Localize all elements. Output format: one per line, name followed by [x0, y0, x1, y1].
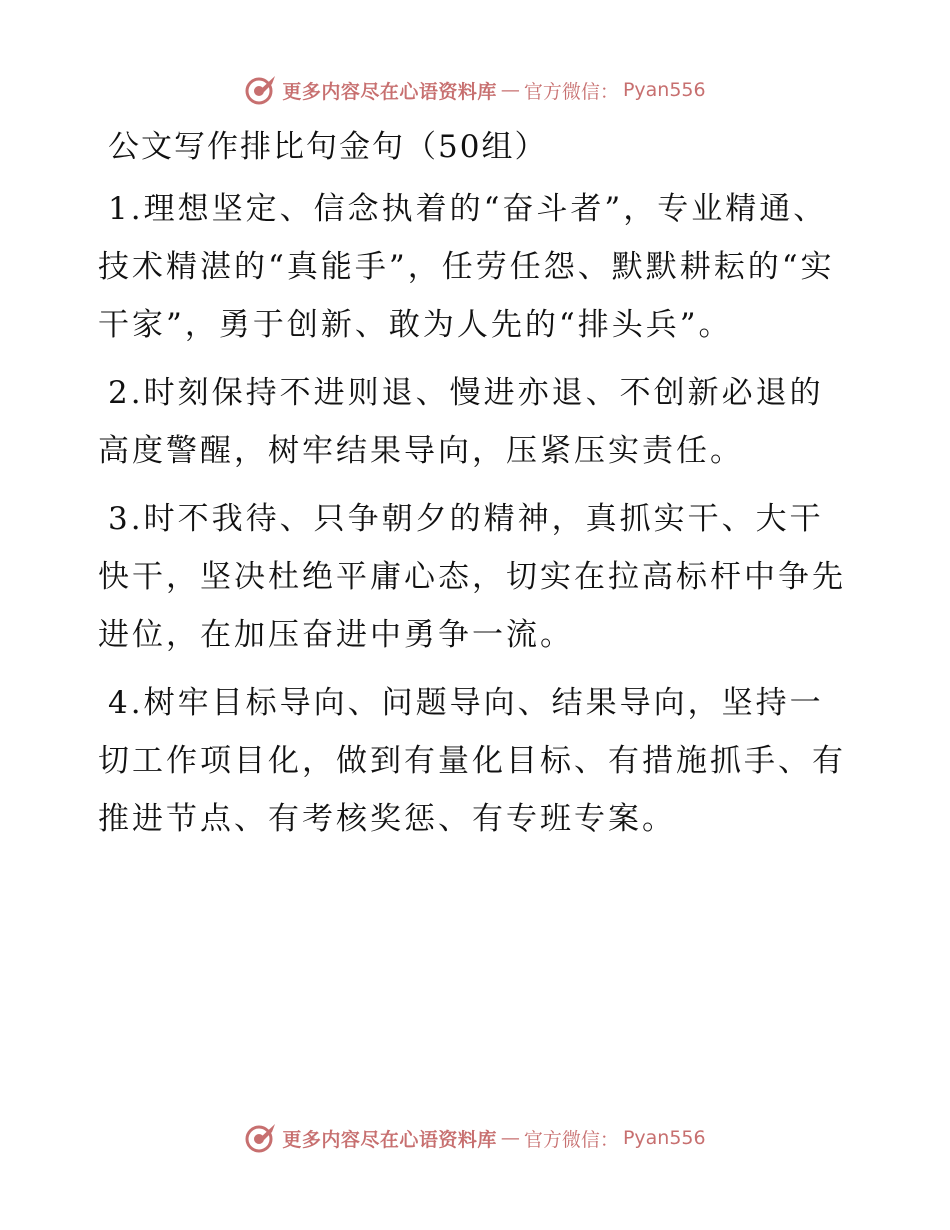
watermark-text: 更多内容尽在心语资料库: [282, 1128, 497, 1151]
quill-logo-icon: [244, 1121, 278, 1155]
paragraph: 3.时不我待、只争朝夕的精神，真抓实干、大干快干，坚决杜绝平庸心态，切实在拉高标杆中争先进位，在加压奋进中勇争一流。: [98, 501, 846, 653]
watermark-account-id: Pyan556: [622, 79, 706, 101]
header-watermark: [0, 70, 950, 110]
document-body: [98, 122, 854, 858]
watermark-dash: —: [500, 1127, 520, 1149]
paragraph: 4.树牢目标导向、问题导向、结果导向，坚持一切工作项目化，做到有量化目标、有措施抓手、有推进节点、有考核奖惩、有专班专案。: [98, 685, 846, 837]
footer-watermark: [0, 1118, 950, 1158]
watermark-text: 更多内容尽在心语资料库: [282, 80, 497, 103]
watermark-dash: —: [500, 79, 520, 101]
paragraph: 1.理想坚定、信念执着的“奋斗者”，专业精通、技术精湛的“真能手”，任劳任怨、默默耕耘的“实干家”，勇于创新、敢为人先的“排头兵”。: [98, 191, 835, 343]
watermark-account-label: 官方微信：: [523, 80, 619, 103]
watermark-account-id: Pyan556: [622, 1127, 706, 1149]
quill-logo-icon: [244, 73, 278, 107]
watermark-account-label: 官方微信：: [523, 1128, 619, 1151]
paragraph: 2.时刻保持不进则退、慢进亦退、不创新必退的高度警醒，树牢结果导向，压紧压实责任。: [98, 375, 824, 469]
document-title: 公文写作排比句金句（50组）: [108, 129, 548, 165]
